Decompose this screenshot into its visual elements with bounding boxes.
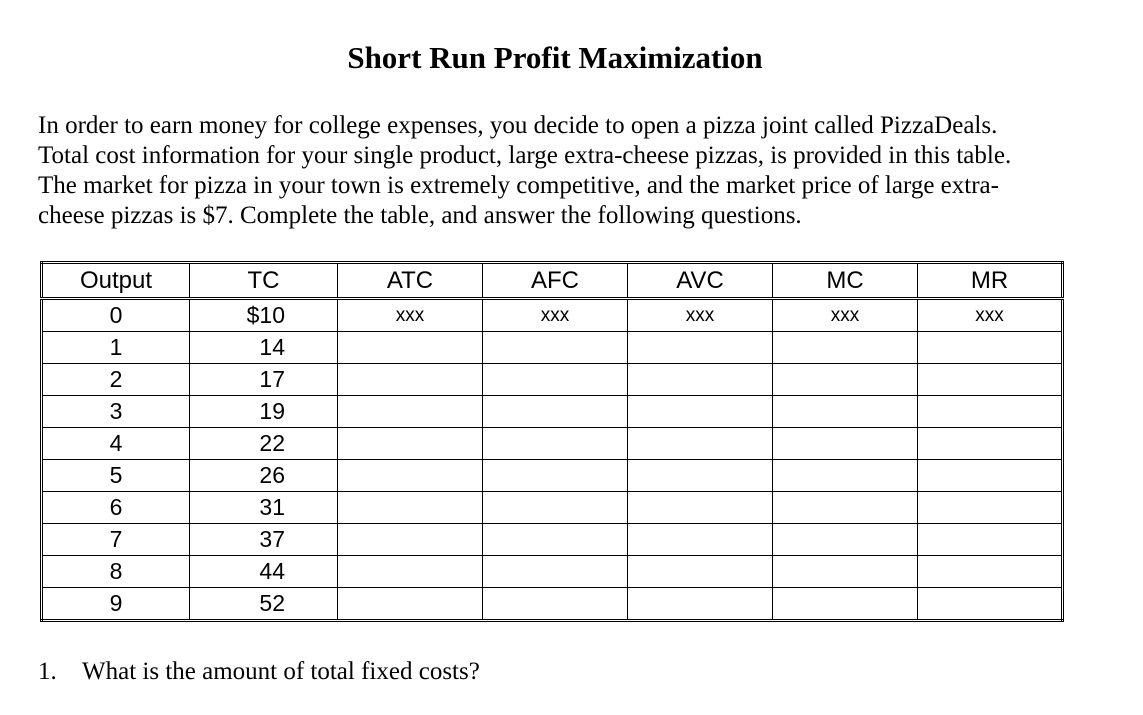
cell-afc xyxy=(483,556,628,588)
document-title: Short Run Profit Maximization xyxy=(347,40,763,75)
cell-tc: 17 xyxy=(190,364,338,396)
cell-output: 1 xyxy=(42,332,190,364)
header-mr: MR xyxy=(918,263,1063,299)
table-row xyxy=(42,428,1063,460)
cell-atc xyxy=(338,556,483,588)
cell-avc xyxy=(628,588,773,621)
table-row xyxy=(42,299,1063,332)
cell-atc xyxy=(338,492,483,524)
cell-mr xyxy=(918,588,1063,621)
table-row xyxy=(42,396,1063,428)
cell-mc xyxy=(773,332,918,364)
cell-output: 2 xyxy=(42,364,190,396)
cell-mr xyxy=(918,332,1063,364)
question-1 xyxy=(38,657,480,687)
header-output: Output xyxy=(42,263,190,299)
header-tc: TC xyxy=(190,263,338,299)
cell-avc xyxy=(628,556,773,588)
cell-mc xyxy=(773,492,918,524)
cell-tc: 14 xyxy=(190,332,338,364)
cell-afc xyxy=(483,428,628,460)
cell-mc xyxy=(773,524,918,556)
cell-atc xyxy=(338,428,483,460)
cell-mc xyxy=(773,588,918,621)
cell-avc xyxy=(628,332,773,364)
cell-atc: xxx xyxy=(338,299,483,332)
cell-tc: 26 xyxy=(190,460,338,492)
cell-afc xyxy=(483,524,628,556)
table-body xyxy=(42,299,1063,621)
cell-afc xyxy=(483,332,628,364)
question-number: 1. xyxy=(38,658,57,685)
cell-tc: 31 xyxy=(190,492,338,524)
header-afc: AFC xyxy=(483,263,628,299)
intro-line: The market for pizza in your town is extremely competitive, and the market price of large extra- xyxy=(38,172,999,199)
header-avc: AVC xyxy=(628,263,773,299)
intro-line: cheese pizzas is $7. Complete the table, and answer the following questions. xyxy=(38,202,802,229)
question-text: What is the amount of total fixed costs? xyxy=(82,658,480,685)
cell-avc xyxy=(628,492,773,524)
cell-mr xyxy=(918,556,1063,588)
cell-mc xyxy=(773,428,918,460)
cell-avc xyxy=(628,524,773,556)
intro-paragraph xyxy=(38,111,1108,231)
table-row xyxy=(42,524,1063,556)
cell-atc xyxy=(338,364,483,396)
cell-atc xyxy=(338,524,483,556)
cell-avc xyxy=(628,428,773,460)
cell-afc xyxy=(483,460,628,492)
table-header-row xyxy=(42,263,1063,299)
table-row xyxy=(42,364,1063,396)
cell-avc xyxy=(628,396,773,428)
cell-afc xyxy=(483,588,628,621)
cell-avc xyxy=(628,364,773,396)
cell-afc xyxy=(483,492,628,524)
cell-output: 7 xyxy=(42,524,190,556)
header-mc: MC xyxy=(773,263,918,299)
cell-mc xyxy=(773,460,918,492)
cell-mr xyxy=(918,492,1063,524)
cell-tc: 19 xyxy=(190,396,338,428)
cell-mc xyxy=(773,396,918,428)
cell-mr xyxy=(918,524,1063,556)
cost-table xyxy=(40,261,1064,622)
cell-avc xyxy=(628,460,773,492)
cell-tc: 22 xyxy=(190,428,338,460)
cell-mr xyxy=(918,428,1063,460)
table-row xyxy=(42,556,1063,588)
cell-mr: xxx xyxy=(918,299,1063,332)
intro-line: In order to earn money for college expenses, you decide to open a pizza joint called PizzaDeals. xyxy=(38,112,998,139)
cell-avc: xxx xyxy=(628,299,773,332)
cell-tc: $10 xyxy=(190,299,338,332)
cell-tc: 44 xyxy=(190,556,338,588)
cell-atc xyxy=(338,332,483,364)
cell-tc: 52 xyxy=(190,588,338,621)
cell-mc xyxy=(773,364,918,396)
cell-atc xyxy=(338,396,483,428)
table-row xyxy=(42,460,1063,492)
cell-output: 4 xyxy=(42,428,190,460)
cell-mr xyxy=(918,364,1063,396)
cell-output: 3 xyxy=(42,396,190,428)
table-row xyxy=(42,492,1063,524)
cell-output: 5 xyxy=(42,460,190,492)
cell-mc xyxy=(773,556,918,588)
cell-afc: xxx xyxy=(483,299,628,332)
cell-atc xyxy=(338,588,483,621)
cell-afc xyxy=(483,364,628,396)
intro-line: Total cost information for your single product, large extra-cheese pizzas, is provided in this table. xyxy=(38,142,1012,169)
cell-afc xyxy=(483,396,628,428)
cell-tc: 37 xyxy=(190,524,338,556)
cell-output: 6 xyxy=(42,492,190,524)
cell-output: 0 xyxy=(42,299,190,332)
cell-atc xyxy=(338,460,483,492)
cell-output: 8 xyxy=(42,556,190,588)
table-row xyxy=(42,332,1063,364)
cell-mc: xxx xyxy=(773,299,918,332)
table-row xyxy=(42,588,1063,621)
cell-output: 9 xyxy=(42,588,190,621)
cell-mr xyxy=(918,460,1063,492)
header-atc: ATC xyxy=(338,263,483,299)
cell-mr xyxy=(918,396,1063,428)
